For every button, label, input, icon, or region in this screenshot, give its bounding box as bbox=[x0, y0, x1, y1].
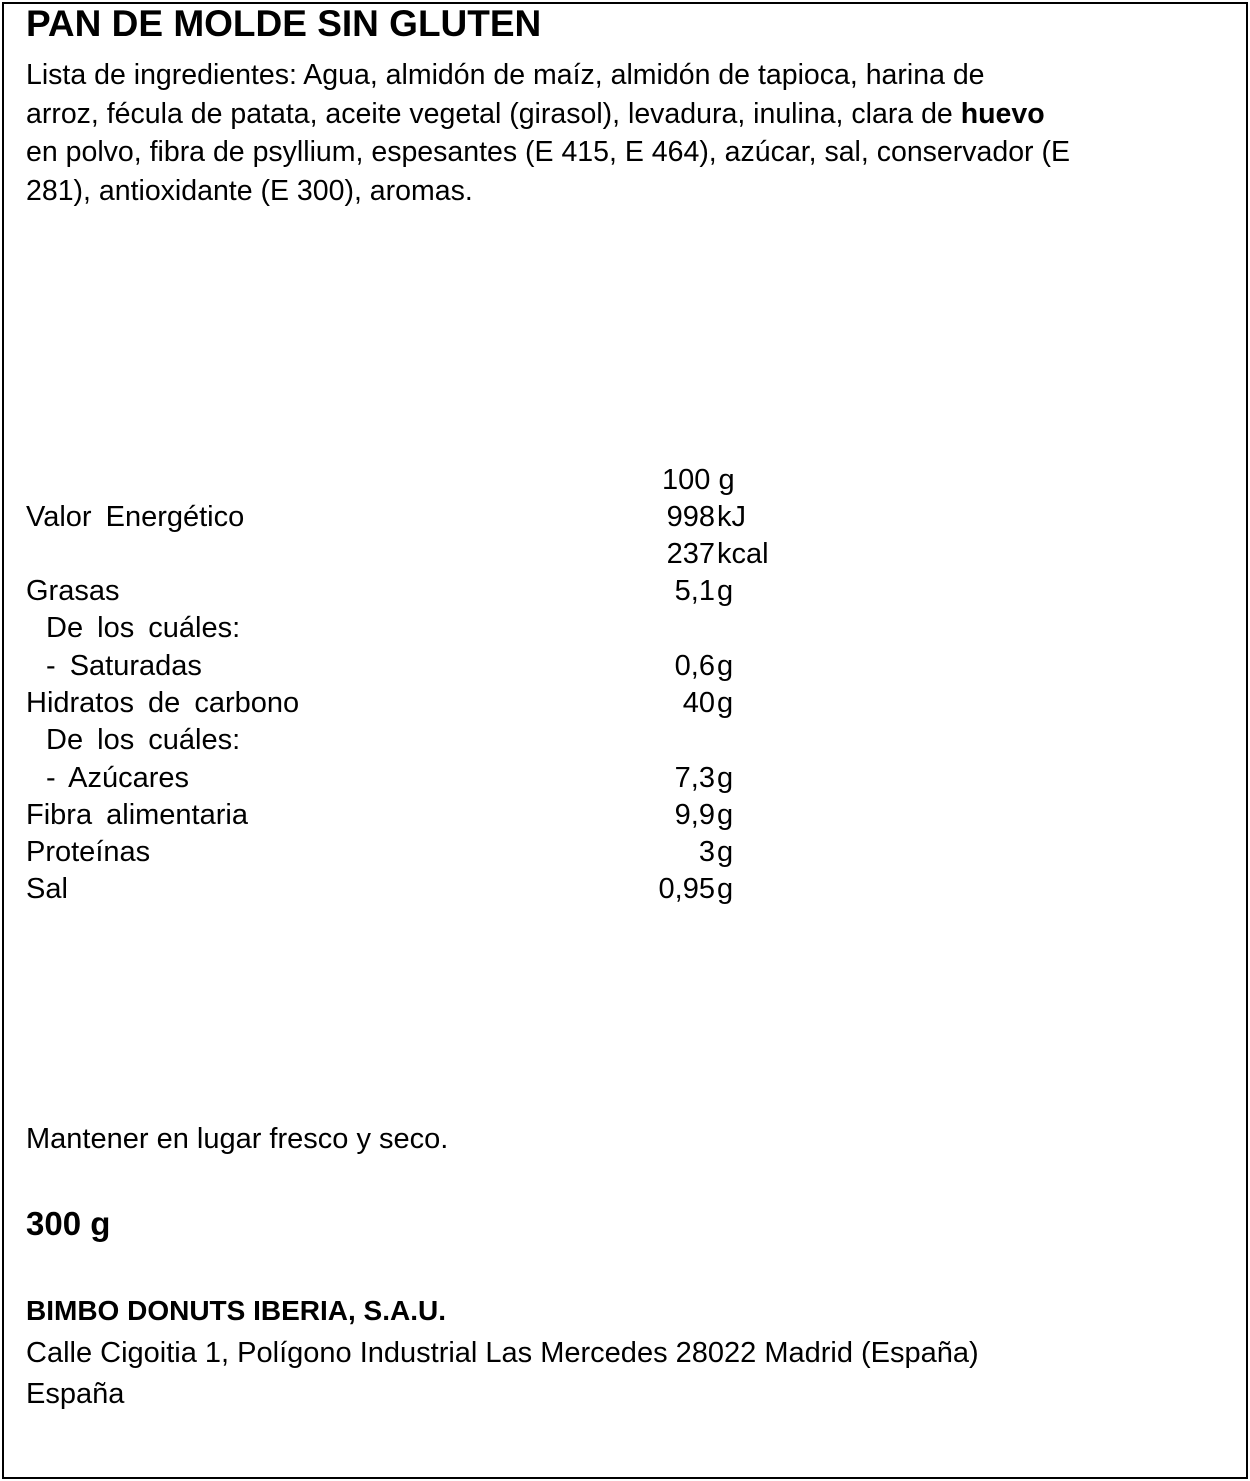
nutrition-row bbox=[0, 759, 1250, 797]
nutrient-value: 7,3 bbox=[674, 762, 715, 794]
nutrient-unit: kcal bbox=[717, 538, 769, 570]
nutrient-unit: kJ bbox=[717, 501, 746, 533]
nutrient-unit: g bbox=[717, 762, 734, 794]
nutrition-row bbox=[0, 647, 1250, 685]
nutrition-row-energy-kcal bbox=[0, 535, 1250, 573]
nutrition-row bbox=[0, 609, 1250, 647]
nutrient-label: De los cuáles: bbox=[46, 612, 241, 644]
company-name: BIMBO DONUTS IBERIA, S.A.U. bbox=[26, 1295, 447, 1326]
ingredients-line: en polvo, fibra de psyllium, espesantes (E 415, E 464), azúcar, sal, conservador (E bbox=[26, 136, 1070, 168]
nutrition-row-energy-kj bbox=[0, 498, 1250, 536]
nutrient-value: 3 bbox=[698, 836, 715, 868]
company-country: España bbox=[26, 1378, 125, 1410]
nutrient-unit: g bbox=[717, 836, 734, 868]
nutrition-row bbox=[0, 796, 1250, 834]
allergen-highlight: huevo bbox=[960, 97, 1045, 130]
nutrient-label: Proteínas bbox=[26, 836, 151, 868]
nutrient-unit: g bbox=[717, 650, 734, 682]
nutrient-unit: g bbox=[717, 575, 734, 607]
nutrition-row bbox=[0, 721, 1250, 759]
nutrient-unit: g bbox=[717, 799, 734, 831]
nutrient-label: - Saturadas bbox=[46, 650, 202, 682]
nutrient-unit: g bbox=[717, 687, 734, 719]
nutrition-header-row bbox=[0, 461, 1250, 499]
company-address: Calle Cigoitia 1, Polígono Industrial Las Mercedes 28022 Madrid (España) bbox=[26, 1337, 979, 1369]
nutrient-label: De los cuáles: bbox=[46, 724, 241, 756]
product-title: PAN DE MOLDE SIN GLUTEN bbox=[26, 3, 542, 44]
nutrition-row bbox=[0, 833, 1250, 871]
nutrition-row bbox=[0, 684, 1250, 722]
nutrient-value: 237 bbox=[666, 538, 715, 570]
ingredients-text: arroz, fécula de patata, aceite vegetal (girasol), levadura, inulina, clara de bbox=[26, 97, 961, 130]
nutrient-value: 9,9 bbox=[674, 799, 715, 831]
nutrition-row bbox=[0, 870, 1250, 908]
nutrient-label: Sal bbox=[26, 873, 68, 905]
ingredients-line: 281), antioxidante (E 300), aromas. bbox=[26, 174, 473, 207]
storage-instructions: Mantener en lugar fresco y seco. bbox=[26, 1123, 449, 1155]
ingredients-line: Lista de ingredientes: Agua, almidón de maíz, almidón de tapioca, harina de bbox=[26, 59, 985, 91]
nutrient-value: 0,95 bbox=[658, 873, 715, 905]
nutrient-value: 998 bbox=[666, 501, 715, 533]
nutrition-per-100g-header: 100 g bbox=[662, 464, 735, 496]
nutrient-label: - Azúcares bbox=[46, 762, 189, 794]
nutrient-unit: g bbox=[717, 873, 734, 905]
net-weight: 300 g bbox=[26, 1205, 111, 1242]
nutrition-row bbox=[0, 572, 1250, 610]
nutrient-value: 5,1 bbox=[674, 575, 715, 607]
nutrient-label: Fibra alimentaria bbox=[26, 799, 248, 831]
nutrient-label: Grasas bbox=[26, 575, 120, 607]
nutrient-label: Hidratos de carbono bbox=[26, 687, 300, 719]
nutrient-value: 0,6 bbox=[674, 650, 715, 682]
nutrient-value: 40 bbox=[682, 687, 715, 719]
ingredients-line bbox=[26, 95, 1226, 134]
ingredients-list bbox=[26, 56, 1226, 210]
nutrient-label: Valor Energético bbox=[26, 501, 245, 533]
